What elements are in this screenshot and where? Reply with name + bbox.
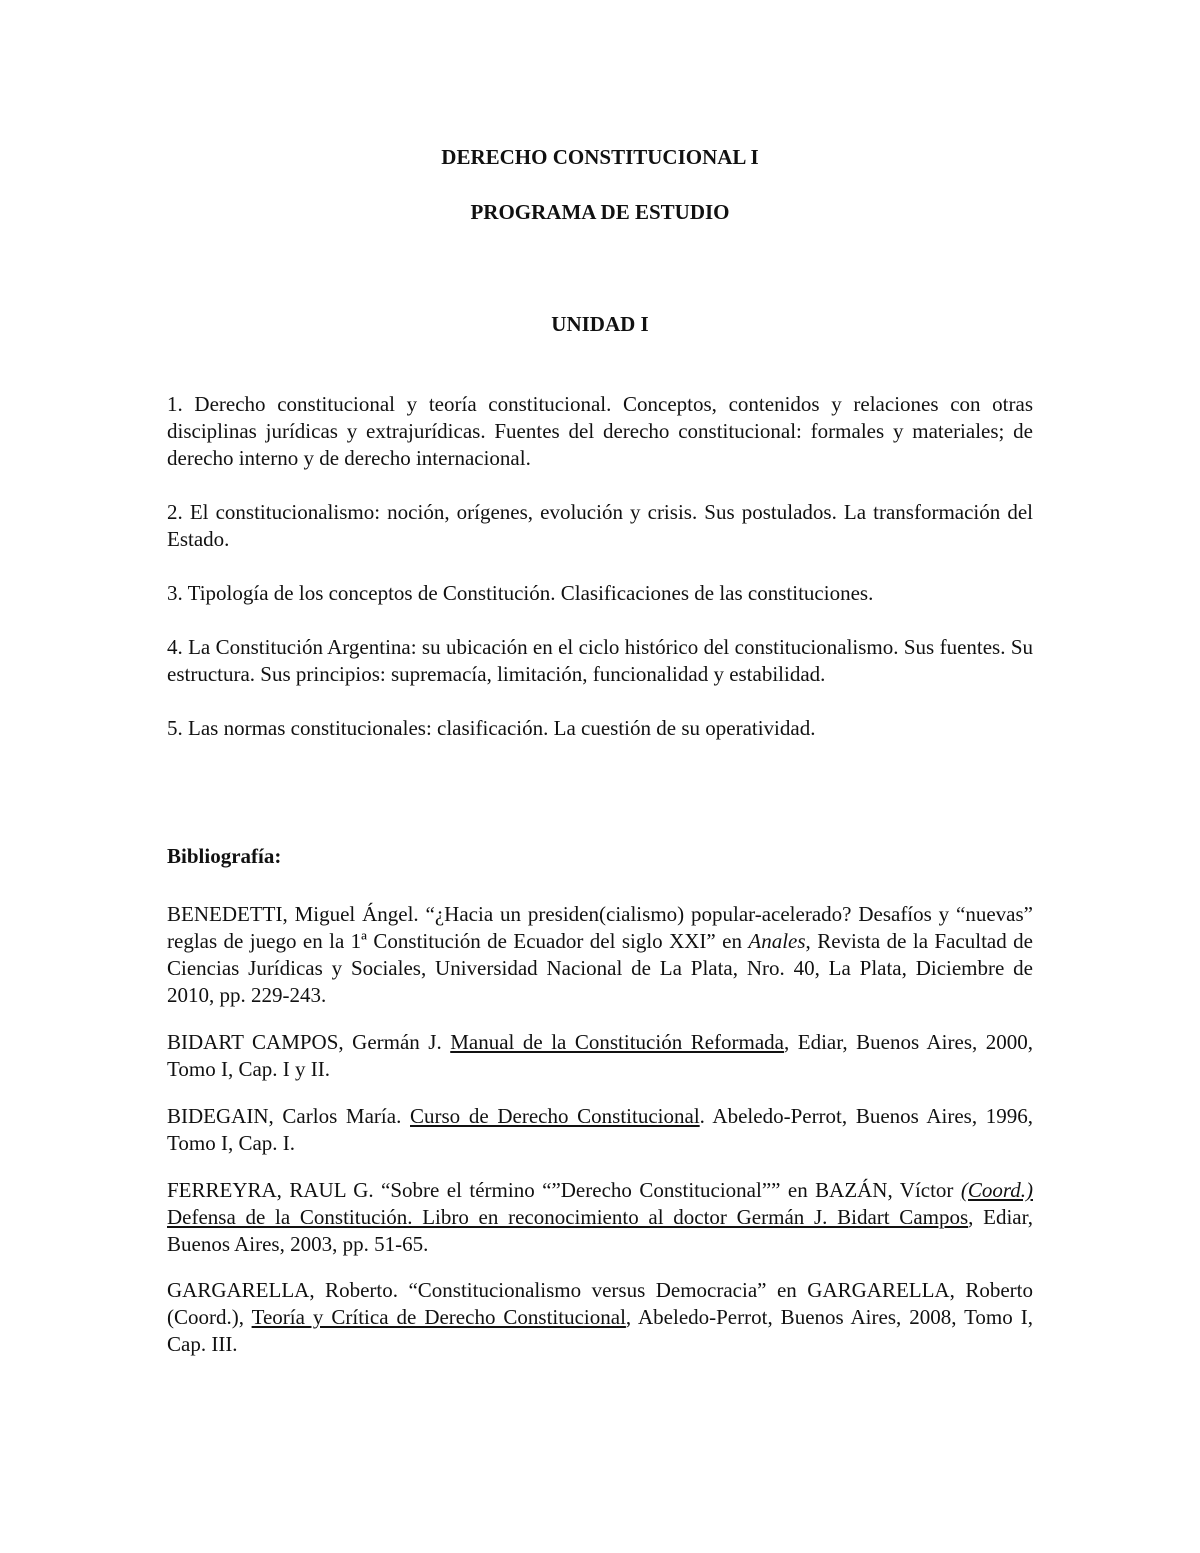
entry-text: , Ediar, Buenos Aires, 2000, Tomo I, Cap. I y II. bbox=[167, 1030, 1033, 1081]
entry-text: , Ediar, Buenos Aires, 2003, pp. 51-65. bbox=[167, 1205, 1034, 1256]
bibliography-entry bbox=[167, 1177, 1033, 1258]
bibliography-entry bbox=[167, 1029, 1033, 1083]
entry-text: BIDEGAIN, Carlos María. bbox=[167, 1104, 410, 1128]
entry-book-title: Teoría y Crítica de Derecho Constitucional bbox=[251, 1305, 626, 1329]
entry-text: . Abeledo-Perrot, Buenos Aires, 1996, Tomo I, Cap. I. bbox=[167, 1104, 1034, 1155]
syllabus-item-5: 5. Las normas constitucionales: clasificación. La cuestión de su operatividad. bbox=[167, 716, 816, 740]
bibliography-entry bbox=[167, 1277, 1033, 1358]
syllabus-item-2: 2. El constitucionalismo: noción, orígenes, evolución y crisis. Sus postulados. La transformación del Estado. bbox=[167, 500, 1033, 551]
entry-text: GARGARELLA, Roberto. “Constitucionalismo versus Democracia” en GARGARELLA, Roberto (Coord.), bbox=[167, 1278, 1033, 1329]
course-title: DERECHO CONSTITUCIONAL I bbox=[441, 145, 759, 169]
entry-coord-label: (Coord.) bbox=[960, 1178, 1033, 1202]
entry-text: BENEDETTI, Miguel Ángel. “¿Hacia un presiden(cialismo) popular-acelerado? Desafíos y “nuevas” reglas de juego en la 1ª Constitución de Ecuador del siglo XXI” en bbox=[167, 902, 1033, 953]
bibliography-entry bbox=[167, 901, 1033, 1009]
unit-title: UNIDAD I bbox=[551, 312, 649, 336]
entry-book-title: Manual de la Constitución Reformada bbox=[450, 1030, 785, 1054]
syllabus-item-4: 4. La Constitución Argentina: su ubicación en el ciclo histórico del constitucionalismo. Sus fuentes. Su estructura. Sus principios: supremacía, limitación, funcionalidad y estabilidad. bbox=[167, 635, 1033, 686]
syllabus-item-1: 1. Derecho constitucional y teoría constitucional. Conceptos, contenidos y relaciones con otras disciplinas jurídicas y extrajurídicas. Fuentes del derecho constitucional: formales y materiales; de derecho interno y de derecho internacional. bbox=[167, 392, 1033, 470]
entry-text: BIDART CAMPOS, Germán J. bbox=[167, 1030, 451, 1054]
syllabus-item-3: 3. Tipología de los conceptos de Constitución. Clasificaciones de las constituciones. bbox=[167, 581, 874, 605]
bibliography-heading: Bibliografía: bbox=[167, 844, 282, 868]
entry-book-title: Defensa de la Constitución. Libro en reconocimiento al doctor Germán J. Bidart Campos bbox=[167, 1205, 969, 1229]
entry-journal-title: Anales bbox=[748, 929, 806, 953]
entry-text: , Revista de la Facultad de Ciencias Jurídicas y Sociales, Universidad Nacional de La Plata, Nro. 40, La Plata, Diciembre de 2010, pp. 229-243. bbox=[167, 929, 1033, 1007]
program-title: PROGRAMA DE ESTUDIO bbox=[470, 200, 730, 224]
bibliography-entry bbox=[167, 1103, 1033, 1157]
entry-text: FERREYRA, RAUL G. “Sobre el término “”Derecho Constitucional”” en BAZÁN, Víctor bbox=[167, 1178, 961, 1202]
entry-text: , Abeledo-Perrot, Buenos Aires, 2008, Tomo I, Cap. III. bbox=[167, 1305, 1033, 1356]
entry-book-title: Curso de Derecho Constitucional bbox=[410, 1104, 700, 1128]
